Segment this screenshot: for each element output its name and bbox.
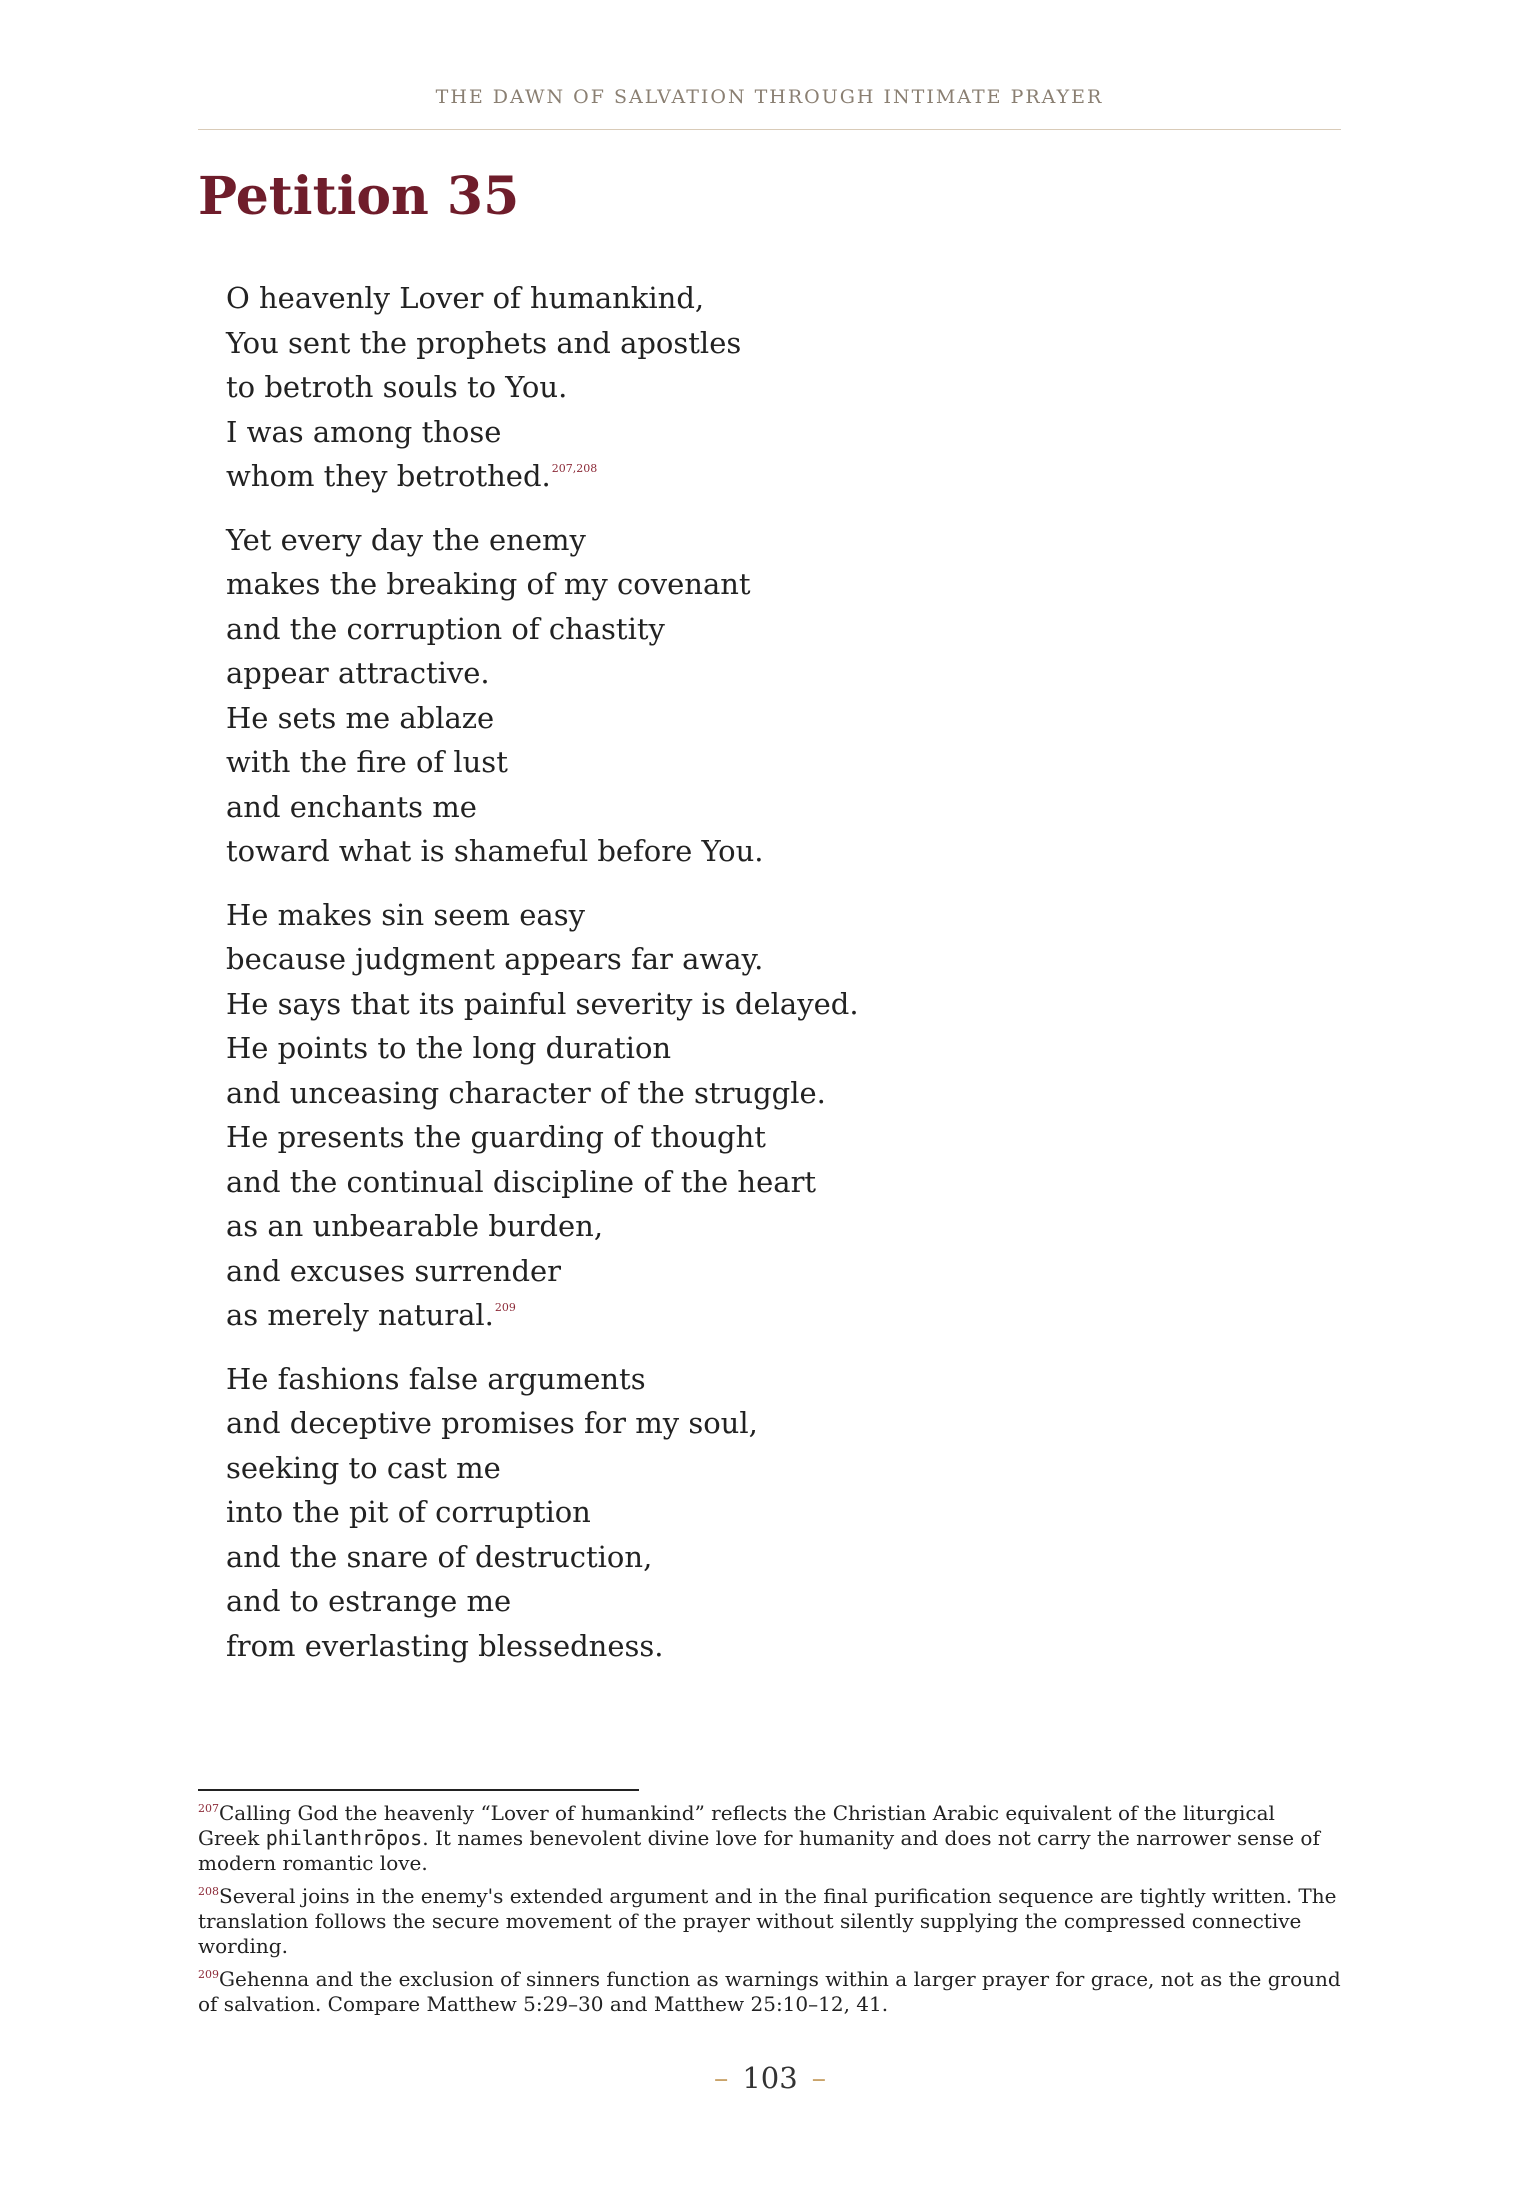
footnote-separator <box>198 1789 639 1791</box>
footnote-number: 207 <box>198 1802 219 1815</box>
running-header: THE DAWN OF SALVATION THROUGH INTIMATE PRAYER <box>435 86 1104 108</box>
poem <box>226 276 1226 1687</box>
footnote-number: 208 <box>198 1885 219 1898</box>
verse-line: O heavenly Lover of humankind, <box>226 281 705 315</box>
verse-line: and enchants me <box>226 789 477 824</box>
verse-line: into the pit of corruption <box>226 1495 591 1529</box>
footnote-209 <box>198 1967 1341 2017</box>
footnote-number: 209 <box>198 1968 219 1981</box>
stanza-4 <box>226 1357 1226 1669</box>
page-number-dash-left: – <box>713 2061 729 2095</box>
page-number-dash-right: – <box>811 2061 827 2095</box>
footnote-208 <box>198 1884 1341 1959</box>
footnote-207 <box>198 1801 1341 1876</box>
verse-line: as an unbearable burden, <box>226 1209 604 1243</box>
footnotes <box>198 1801 1341 2025</box>
verse-line: from everlasting blessedness. <box>226 1628 664 1663</box>
verse-line: and the snare of destruction, <box>226 1539 653 1574</box>
page-number <box>0 2058 1540 2098</box>
verse-line: He fashions false arguments <box>226 1361 646 1396</box>
verse-line: with the fire of lust <box>226 745 508 779</box>
verse-line: and excuses surrender <box>226 1253 562 1288</box>
verse-line: appear attractive. <box>226 656 490 690</box>
verse-line: and to estrange me <box>226 1584 512 1618</box>
verse-line: He presents the guarding of thought <box>226 1120 766 1154</box>
footnote-text: Several joins in the enemy's extended argument and in the final purification sequence are tightly written. The translation follows the secure movement of the prayer without silently supplying the compressed connective wording. <box>198 1884 1337 1958</box>
verse-line: He makes sin seem easy <box>226 897 585 932</box>
verse-line: You sent the prophets and apostles <box>226 325 742 360</box>
verse-line: He points to the long duration <box>226 1031 672 1065</box>
verse-line: I was among those <box>226 414 502 449</box>
verse-line: seeking to cast me <box>226 1450 501 1485</box>
verse-line: makes the breaking of my covenant <box>226 567 751 601</box>
verse-line <box>226 1293 1226 1338</box>
verse-line-text: whom they betrothed. <box>226 459 551 493</box>
verse-line: He sets me ablaze <box>226 700 495 735</box>
footnote-reference-209[interactable]: 209 <box>494 1301 516 1314</box>
stanza-1 <box>226 276 1226 499</box>
verse-line: and the continual discipline of the heart <box>226 1164 817 1199</box>
verse-line: He says that its painful severity is delayed. <box>226 986 859 1021</box>
footnote-text: . It names benevolent divine love for humanity and does not carry the narrower sense of modern romantic love. <box>198 1826 1320 1875</box>
verse-line: and unceasing character of the struggle. <box>226 1075 826 1110</box>
verse-line <box>226 454 1226 499</box>
stanza-3 <box>226 893 1226 1338</box>
footnote-term: philanthrōpos <box>265 1826 423 1850</box>
verse-line-text: as merely natural. <box>226 1298 494 1332</box>
footnote-text: Calling God the heavenly “Lover of humankind” reflects the Christian Arabic equivalent of the liturgical Greek <box>198 1801 1275 1850</box>
verse-line: because judgment appears far away. <box>226 942 764 976</box>
verse-line: and the corruption of chastity <box>226 611 665 646</box>
page-number-value: 103 <box>742 2061 798 2095</box>
stanza-2 <box>226 518 1226 874</box>
header-rule <box>198 129 1341 130</box>
verse-line: and deceptive promises for my soul, <box>226 1406 758 1440</box>
page-title: Petition 35 <box>198 166 520 227</box>
verse-line: toward what is shameful before You. <box>226 834 764 868</box>
verse-line: to betroth souls to You. <box>226 370 568 404</box>
verse-line: Yet every day the enemy <box>226 522 586 557</box>
footnote-reference-207-208[interactable]: 207,208 <box>551 462 598 475</box>
footnote-text: Gehenna and the exclusion of sinners function as warnings within a larger prayer for grace, not as the ground of salvation. Compare Matthew 5:29–30 and Matthew 25:10–12, 41. <box>198 1967 1341 2016</box>
